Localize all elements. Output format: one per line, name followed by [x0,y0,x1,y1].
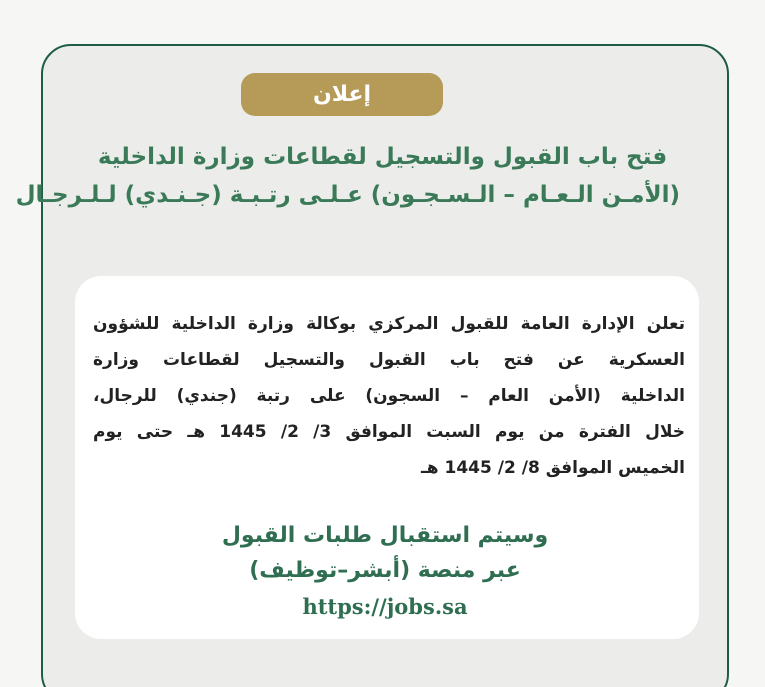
application-cta [190,518,580,588]
body-line-3: الداخلية (الأمن العام – السجون) على رتبة (جندي) للرجال، [93,386,685,406]
cta-line-1: وسيتم استقبال طلبات القبول [221,523,549,548]
announcement-body [93,306,685,486]
cta-line-2: عبر منصة (أبشر–توظيف) [249,558,521,583]
jobs-link[interactable]: https://jobs.sa [302,594,468,619]
headline-line-1: فتح باب القبول والتسجيل لقطاعات وزارة الداخلية [97,144,668,170]
body-line-4: خلال الفترة من يوم السبت الموافق 3/ 2/ 1445 هـ حتى يوم [93,422,685,442]
announcement-headline [15,138,680,214]
headline-line-2: (الأمـن الـعـام – الـسـجـون) عـلـى رتـبـة (جـنـدي) لـلـرجـال [15,182,680,208]
announcement-badge: إعلان [241,73,443,116]
body-line-2: العسكرية عن فتح باب القبول والتسجيل لقطاعات وزارة [93,350,685,370]
body-line-5: الخميس الموافق 8/ 2/ 1445 هـ [420,458,685,478]
body-line-1: تعلن الإدارة العامة للقبول المركزي بوكالة وزارة الداخلية للشؤون [93,314,685,334]
